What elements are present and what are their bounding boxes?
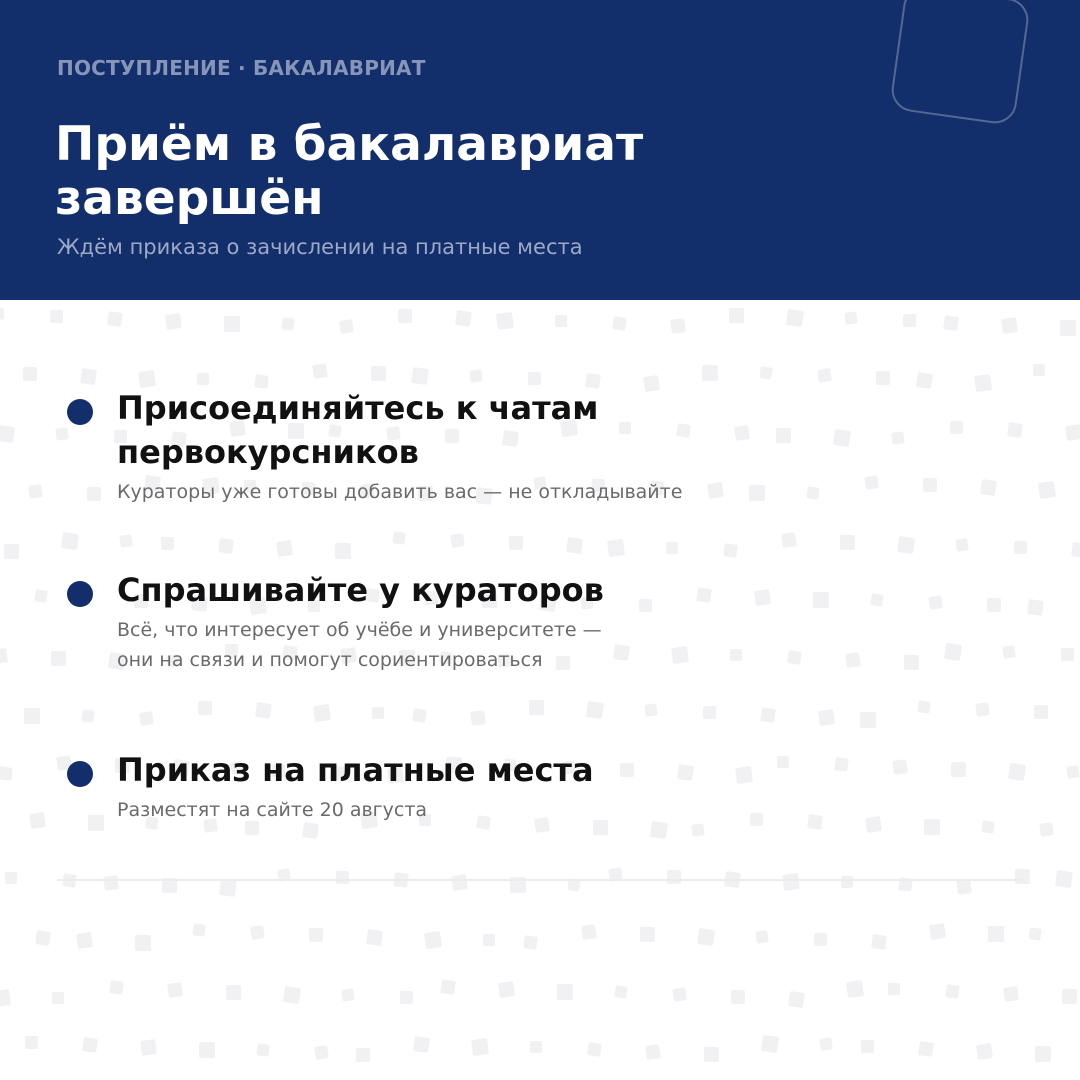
- page-subtitle: Ждём приказа о зачислении на платные места: [57, 235, 583, 259]
- info-item-title: [117, 748, 967, 792]
- info-item-description-line-1: Кураторы уже готовы добавить вас — не откладывайте: [117, 481, 683, 503]
- info-item-title: [117, 386, 967, 474]
- info-item-description: [117, 795, 967, 825]
- bullet-icon: [67, 761, 93, 787]
- bullet-icon: [67, 581, 93, 607]
- info-item-title-line-1: Спрашивайте у кураторов: [117, 571, 604, 609]
- info-item-title-line-1: Присоединяйтесь к чатам: [117, 389, 599, 427]
- info-item-description: [117, 477, 967, 507]
- page-title-line-2: завершён: [55, 171, 324, 226]
- info-item-description-line-1: Всё, что интересует об учёбе и университете —: [117, 619, 602, 641]
- info-item-order: [67, 748, 967, 825]
- decorative-square: [889, 0, 1031, 126]
- info-item-description-line-1: Разместят на сайте 20 августа: [117, 799, 428, 821]
- info-item-curators: [67, 568, 967, 675]
- info-item-title-line-2: первокурсников: [117, 433, 419, 471]
- info-item-description: [117, 615, 967, 675]
- header-banner: [0, 0, 1080, 300]
- section-kicker: ПОСТУПЛЕНИЕ · БАКАЛАВРИАТ: [57, 56, 426, 80]
- info-item-title-line-1: Приказ на платные места: [117, 751, 594, 789]
- info-item-title: [117, 568, 967, 612]
- info-item-chats: [67, 386, 967, 507]
- bullet-icon: [67, 399, 93, 425]
- page-title-line-1: Приём в бакалавриат: [55, 117, 644, 172]
- page-title: [55, 118, 815, 226]
- divider: [57, 879, 1023, 881]
- info-item-description-line-2: они на связи и помогут сориентироваться: [117, 649, 543, 671]
